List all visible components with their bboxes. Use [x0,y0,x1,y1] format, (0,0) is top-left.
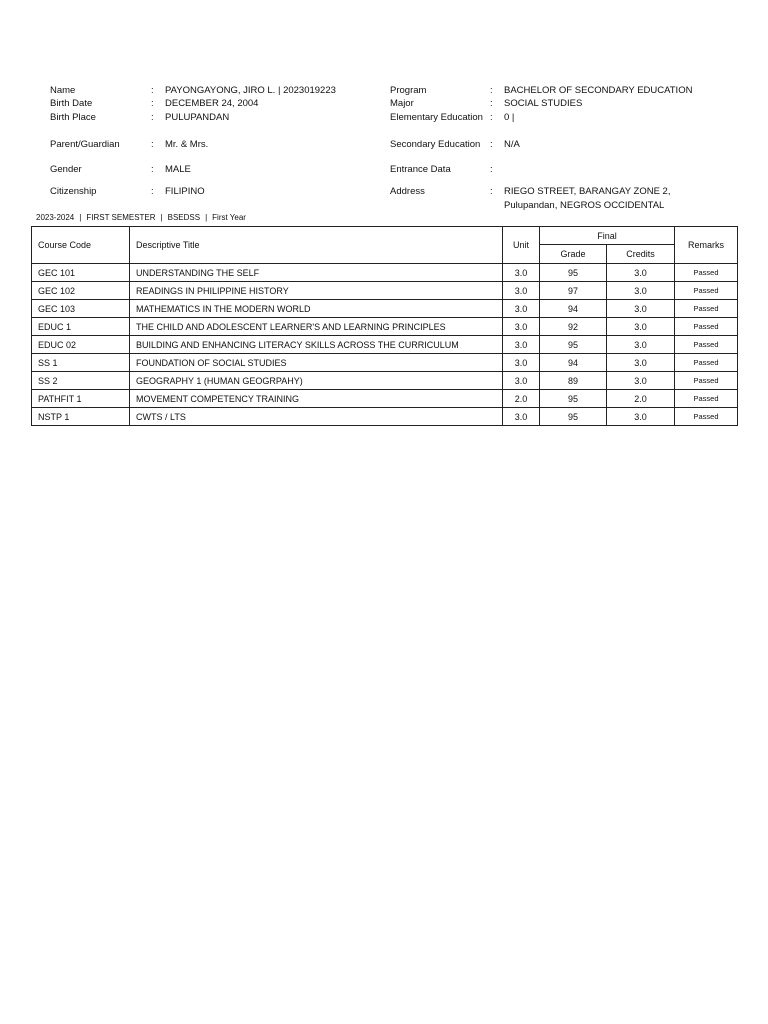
title-cell: MATHEMATICS IN THE MODERN WORLD [130,300,503,318]
unit-header: Unit [503,227,540,264]
remarks-cell: Passed [675,318,738,336]
grade-cell: 92 [540,318,607,336]
table-row [32,300,738,318]
address-line2: Pulupandan, NEGROS OCCIDENTAL [504,200,665,211]
grades-table [31,226,738,426]
course-code-cell: GEC 102 [32,282,130,300]
guardian-label: Parent/Guardian [50,139,120,150]
final-header: Final [540,227,675,245]
table-header-row [32,227,738,245]
citizenship-colon: : [151,186,154,197]
table-row [32,264,738,282]
elementary-label: Elementary Education [390,112,483,123]
address-colon: : [490,186,493,197]
grade-cell: 95 [540,336,607,354]
major-label: Major [390,98,414,109]
title-cell: CWTS / LTS [130,408,503,426]
credits-cell: 3.0 [607,300,675,318]
term-semester: FIRST SEMESTER [86,213,156,222]
table-row [32,408,738,426]
table-row [32,354,738,372]
secondary-label: Secondary Education [390,139,481,150]
term-program-code: BSEDSS [167,213,201,222]
remarks-cell: Passed [675,282,738,300]
remarks-cell: Passed [675,264,738,282]
birth-place-colon: : [151,112,154,123]
unit-cell: 3.0 [503,336,540,354]
credits-header: Credits [607,245,675,264]
table-row [32,336,738,354]
credits-cell: 3.0 [607,336,675,354]
title-cell: FOUNDATION OF SOCIAL STUDIES [130,354,503,372]
birth-date-value: DECEMBER 24, 2004 [165,98,259,109]
remarks-cell: Passed [675,336,738,354]
birth-place-value: PULUPANDAN [165,112,230,123]
title-cell: UNDERSTANDING THE SELF [130,264,503,282]
course-code-cell: SS 1 [32,354,130,372]
credits-cell: 3.0 [607,372,675,390]
birth-date-label: Birth Date [50,98,93,109]
grade-header: Grade [540,245,607,264]
grade-cell: 94 [540,354,607,372]
unit-cell: 3.0 [503,372,540,390]
name-colon: : [151,85,154,96]
credits-cell: 3.0 [607,282,675,300]
title-cell: GEOGRAPHY 1 (HUMAN GEOGRPAHY) [130,372,503,390]
remarks-cell: Passed [675,372,738,390]
remarks-cell: Passed [675,300,738,318]
unit-cell: 2.0 [503,390,540,408]
descriptive-title-header: Descriptive Title [130,227,503,264]
course-code-cell: SS 2 [32,372,130,390]
term-line [36,213,246,222]
term-year: 2023-2024 [36,213,75,222]
table-row [32,390,738,408]
remarks-cell: Passed [675,408,738,426]
unit-cell: 3.0 [503,264,540,282]
name-label: Name [50,85,76,96]
program-label: Program [390,85,427,96]
guardian-value: Mr. & Mrs. [165,139,209,150]
elementary-value: 0 | [504,112,515,123]
course-code-cell: GEC 101 [32,264,130,282]
unit-cell: 3.0 [503,282,540,300]
term-separator: | [160,213,163,222]
course-code-cell: EDUC 1 [32,318,130,336]
address-label: Address [390,186,425,197]
credits-cell: 3.0 [607,264,675,282]
major-colon: : [490,98,493,109]
name-value: PAYONGAYONG, JIRO L. | 2023019223 [165,85,336,96]
entrance-label: Entrance Data [390,164,451,175]
secondary-colon: : [490,139,493,150]
grades-table-body [32,264,738,426]
secondary-value: N/A [504,139,520,150]
course-code-header: Course Code [32,227,130,264]
grade-cell: 94 [540,300,607,318]
term-separator: | [79,213,82,222]
birth-date-colon: : [151,98,154,109]
grade-cell: 89 [540,372,607,390]
title-cell: READINGS IN PHILIPPINE HISTORY [130,282,503,300]
credits-cell: 3.0 [607,354,675,372]
term-separator: | [205,213,208,222]
elementary-colon: : [490,112,493,123]
citizenship-value: FILIPINO [165,186,205,197]
major-value: SOCIAL STUDIES [504,98,583,109]
entrance-colon: : [490,164,493,175]
title-cell: BUILDING AND ENHANCING LITERACY SKILLS ACROSS THE CURRICULUM [130,336,503,354]
address-line1: RIEGO STREET, BARANGAY ZONE 2, [504,186,671,197]
table-row [32,372,738,390]
citizenship-label: Citizenship [50,186,97,197]
remarks-cell: Passed [675,390,738,408]
birth-place-label: Birth Place [50,112,96,123]
title-cell: THE CHILD AND ADOLESCENT LEARNER'S AND LEARNING PRINCIPLES [130,318,503,336]
remarks-header: Remarks [675,227,738,264]
unit-cell: 3.0 [503,318,540,336]
course-code-cell: EDUC 02 [32,336,130,354]
gender-colon: : [151,164,154,175]
grade-cell: 95 [540,408,607,426]
gender-value: MALE [165,164,191,175]
program-value: BACHELOR OF SECONDARY EDUCATION [504,85,693,96]
course-code-cell: NSTP 1 [32,408,130,426]
gender-label: Gender [50,164,82,175]
table-row [32,282,738,300]
grade-cell: 97 [540,282,607,300]
course-code-cell: GEC 103 [32,300,130,318]
credits-cell: 2.0 [607,390,675,408]
credits-cell: 3.0 [607,408,675,426]
unit-cell: 3.0 [503,408,540,426]
term-level: First Year [212,213,246,222]
remarks-cell: Passed [675,354,738,372]
course-code-cell: PATHFIT 1 [32,390,130,408]
grade-cell: 95 [540,264,607,282]
unit-cell: 3.0 [503,354,540,372]
guardian-colon: : [151,139,154,150]
title-cell: MOVEMENT COMPETENCY TRAINING [130,390,503,408]
unit-cell: 3.0 [503,300,540,318]
program-colon: : [490,85,493,96]
table-row [32,318,738,336]
grade-cell: 95 [540,390,607,408]
credits-cell: 3.0 [607,318,675,336]
